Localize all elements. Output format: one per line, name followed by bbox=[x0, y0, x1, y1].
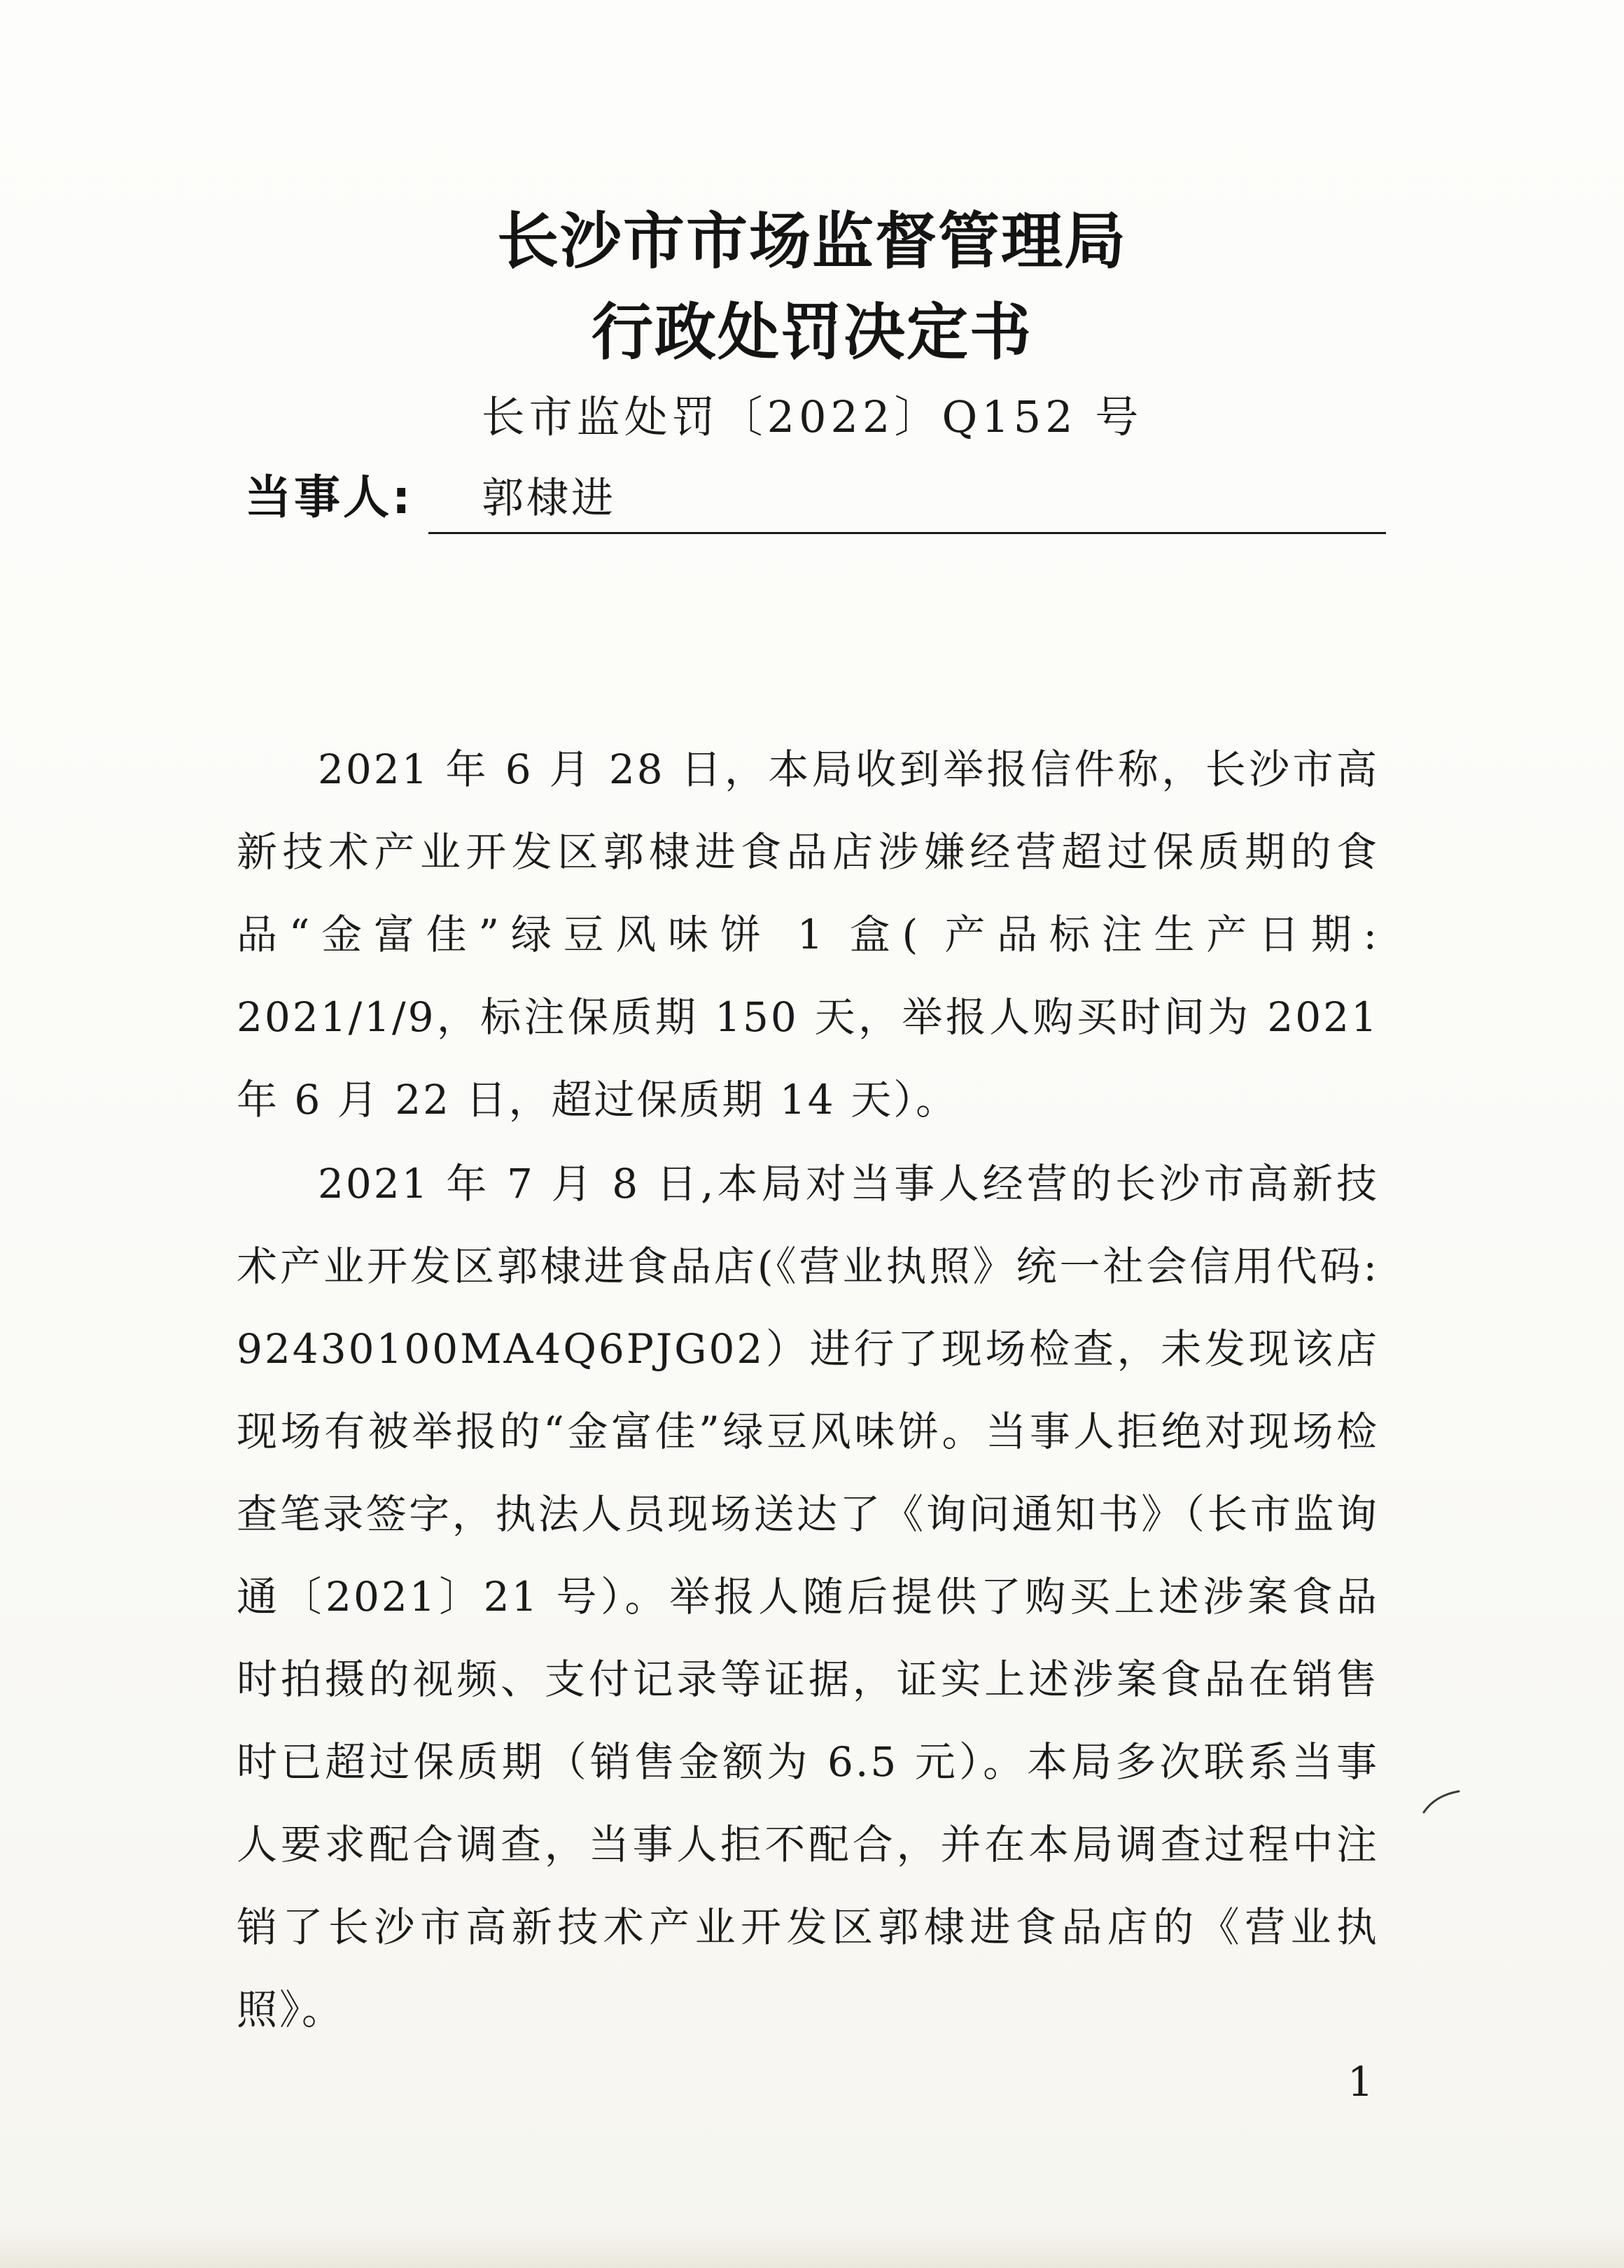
page-bottom-edge bbox=[0, 2226, 1624, 2268]
agency-title: 长沙市市场监督管理局 bbox=[496, 204, 1127, 277]
document-type-title: 行政处罚决定书 bbox=[591, 295, 1032, 368]
party-underline bbox=[428, 532, 1386, 534]
pen-stroke-mark bbox=[1421, 1788, 1463, 1816]
party-label: 当事人: bbox=[245, 470, 414, 524]
party-name: 郭棣进 bbox=[482, 474, 616, 523]
document-number: 长市监处罚〔2022〕Q152 号 bbox=[481, 391, 1143, 442]
body-paragraph-2: 2021 年 7 月 8 日,本局对当事人经营的长沙市高新技术产业开发区郭棣进食品店(《营业执照》统一社会信用代码: 92430100MA4Q6PJG02）进行了现场检查，未发现该店现场有被举报的“金富佳”绿豆风味饼。当事人拒绝对现场检查笔录签字，执法人员现场送达了《询问通知书》（长市监询通〔2021〕21 号）。举报人随后提供了购买上述涉案食品时拍摄的视频、支付记录等证据，证实上述涉案食品在销售时已超过保质期（销售金额为 6.5 元）。本局多次联系当事人要求配合调查，当事人拒不配合，并在本局调查过程中注销了长沙市高新技术产业开发区郭棣进食品店的《营业执照》。 bbox=[237, 1160, 1379, 2033]
page-number: 1 bbox=[1348, 2058, 1373, 2106]
body-paragraph-1: 2021 年 6 月 28 日，本局收到举报信件称，长沙市高新技术产业开发区郭棣进食品店涉嫌经营超过保质期的食品“金富佳”绿豆风味饼 1 盒( 产品标注生产日期: 2021/1/9，标注保质期 150 天，举报人购买时间为 2021 年 6 月 22 日，超过保质期 14 天）。 bbox=[237, 746, 1379, 1124]
